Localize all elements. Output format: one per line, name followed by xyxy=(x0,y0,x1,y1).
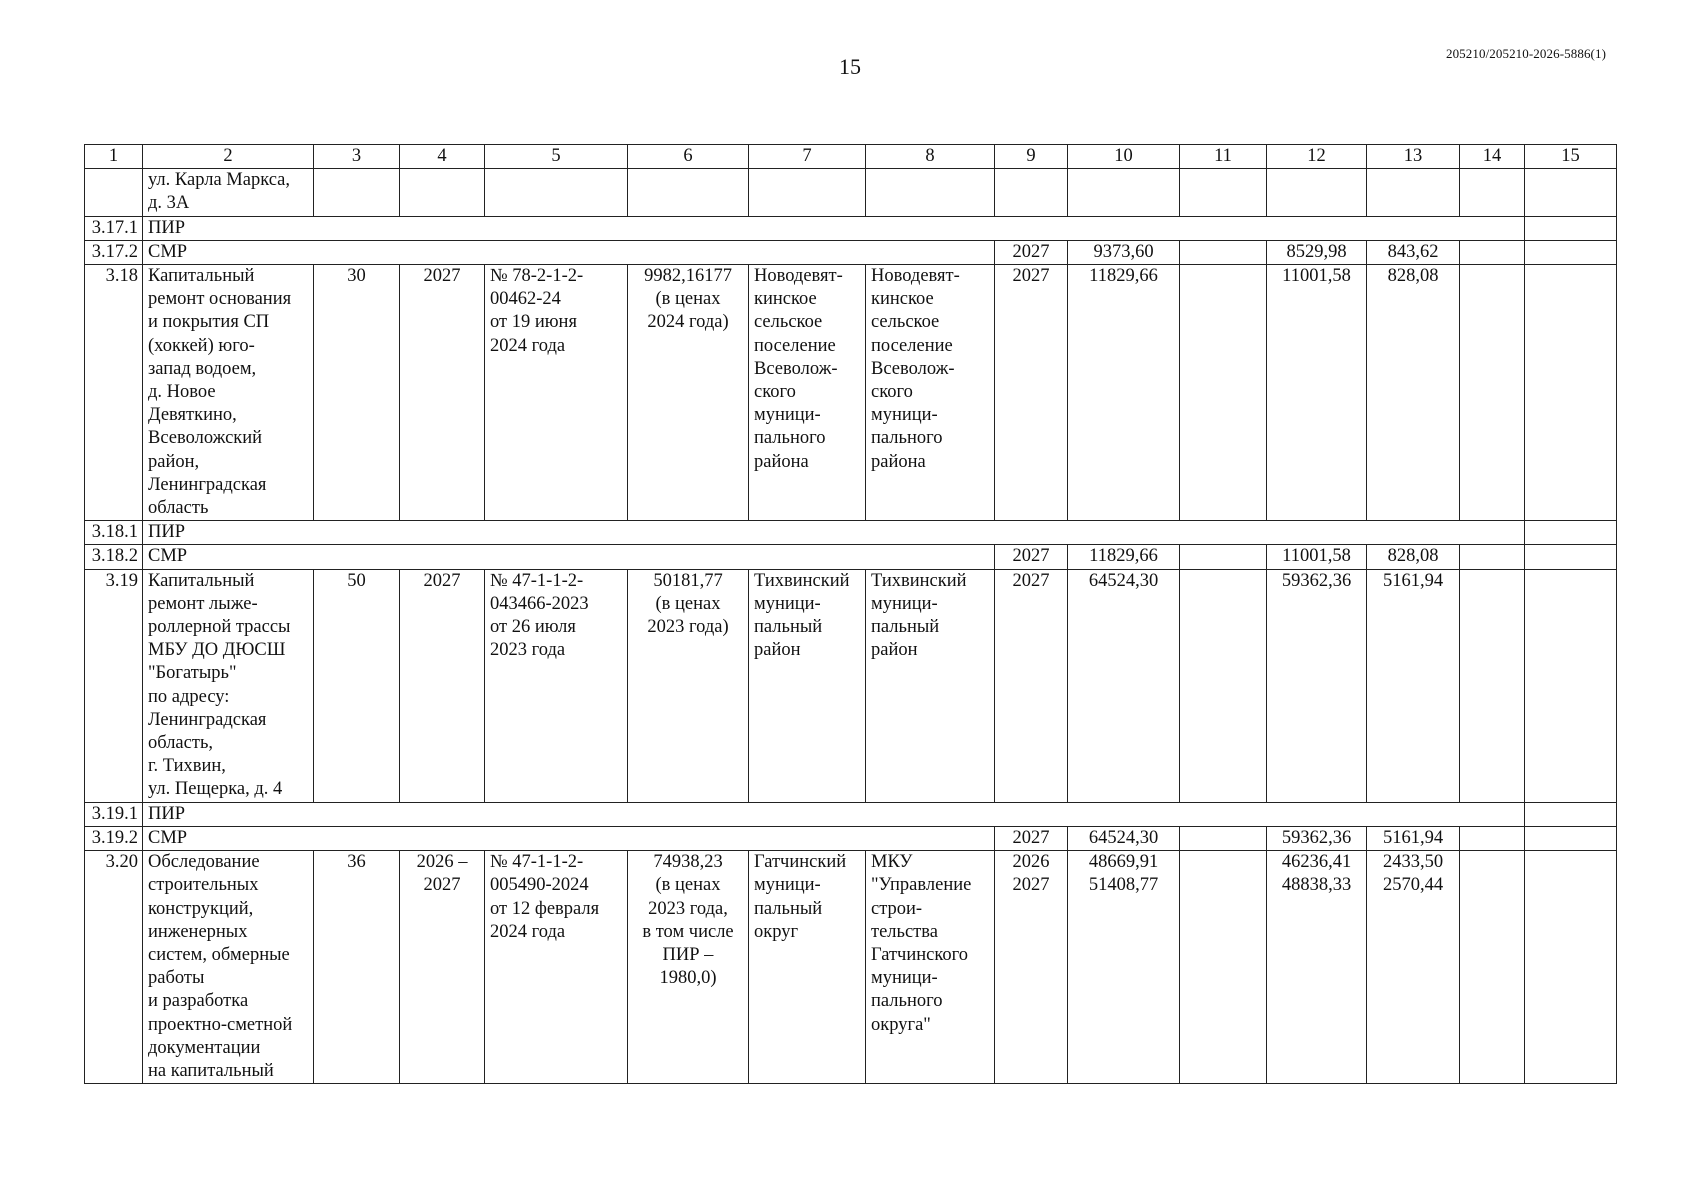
cost-cell: 50181,77 (в ценах 2023 года) xyxy=(628,569,749,802)
recipient-cell: Новодевят- кинское сельское поселение Всеволож- ского муници- пального района xyxy=(749,265,866,521)
row-number: 3.18.2 xyxy=(85,545,143,569)
total-cell: 48669,91 51408,77 xyxy=(1068,851,1180,1084)
object-name-cell: Капитальный ремонт лыже- роллерной трассы МБУ ДО ДЮСШ "Богатырь" по адресу: Ленинградская область, г. Тихвин, ул. Пещерка, д. 4 xyxy=(143,569,314,802)
col-header: 6 xyxy=(628,145,749,169)
text-line: д. 3А xyxy=(148,193,190,214)
col-header: 4 xyxy=(400,145,485,169)
table-row xyxy=(85,826,1617,850)
recipient-cell: Тихвинский муници- пальный район xyxy=(749,569,866,802)
year-cell: 2027 xyxy=(995,569,1068,802)
customer-cell: МКУ "Управление строи- тельства Гатчинского муници- пального округа" xyxy=(866,851,995,1084)
value-cell: 11001,58 xyxy=(1267,545,1367,569)
customer-cell: Тихвинский муници- пальный район xyxy=(866,569,995,802)
total-cell: 64524,30 xyxy=(1068,826,1180,850)
object-name-cell xyxy=(143,169,314,216)
column-number-row xyxy=(85,145,1617,169)
text-line: ул. Карла Маркса, xyxy=(148,170,291,191)
page-number: 15 xyxy=(839,54,861,79)
row-number: 3.17.1 xyxy=(85,216,143,240)
data-table xyxy=(84,144,1617,1084)
row-number: 3.19.2 xyxy=(85,826,143,850)
year-cell: 2027 xyxy=(400,265,485,521)
row-number: 3.19 xyxy=(85,569,143,802)
col-header: 1 xyxy=(85,145,143,169)
object-name-cell: Обследование строительных конструкций, инженерных систем, обмерные работы и разработка проектно-сметной документации на капитальный xyxy=(143,851,314,1084)
col-header: 3 xyxy=(314,145,400,169)
value-cell: 828,08 xyxy=(1367,265,1460,521)
value-cell: 5161,94 xyxy=(1367,826,1460,850)
capacity-cell: 50 xyxy=(314,569,400,802)
cost-cell: 74938,23 (в ценах 2023 года, в том числе ПИР – 1980,0) xyxy=(628,851,749,1084)
table-row xyxy=(85,545,1617,569)
col-header: 2 xyxy=(143,145,314,169)
col-header: 11 xyxy=(1180,145,1267,169)
row-number: 3.17.2 xyxy=(85,240,143,264)
total-cell: 64524,30 xyxy=(1068,569,1180,802)
capacity-cell: 30 xyxy=(314,265,400,521)
value-cell: 828,08 xyxy=(1367,545,1460,569)
value-cell: 5161,94 xyxy=(1367,569,1460,802)
row-number: 3.18.1 xyxy=(85,521,143,545)
col-header: 9 xyxy=(995,145,1068,169)
table-row xyxy=(85,265,1617,521)
expertise-cell: № 47-1-1-2- 005490-2024 от 12 февраля 2024 года xyxy=(485,851,628,1084)
col-header: 13 xyxy=(1367,145,1460,169)
stage-label: СМР xyxy=(143,545,995,569)
customer-cell: Новодевят- кинское сельское поселение Всеволож- ского муници- пального района xyxy=(866,265,995,521)
recipient-cell: Гатчинский муници- пальный округ xyxy=(749,851,866,1084)
total-cell: 11829,66 xyxy=(1068,545,1180,569)
value-cell: 2433,50 2570,44 xyxy=(1367,851,1460,1084)
year-cell: 2027 xyxy=(995,826,1068,850)
col-header: 15 xyxy=(1525,145,1617,169)
expertise-cell: № 47-1-1-2- 043466-2023 от 26 июля 2023 года xyxy=(485,569,628,802)
table-row xyxy=(85,851,1617,1084)
capacity-cell: 36 xyxy=(314,851,400,1084)
stage-label: ПИР xyxy=(143,216,1525,240)
year-cell: 2027 xyxy=(995,265,1068,521)
total-cell: 11829,66 xyxy=(1068,265,1180,521)
col-header: 8 xyxy=(866,145,995,169)
year-cell: 2026 2027 xyxy=(995,851,1068,1084)
table-row xyxy=(85,569,1617,802)
stage-label: СМР xyxy=(143,240,995,264)
stage-label: СМР xyxy=(143,826,995,850)
year-cell: 2026 – 2027 xyxy=(400,851,485,1084)
year-cell: 2027 xyxy=(400,569,485,802)
value-cell: 11001,58 xyxy=(1267,265,1367,521)
object-name-cell: Капитальный ремонт основания и покрытия СП (хоккей) юго- запад водоем, д. Новое Девяткино, Всеволожский район, Ленинградская область xyxy=(143,265,314,521)
col-header: 14 xyxy=(1460,145,1525,169)
table-row xyxy=(85,169,1617,216)
value-cell: 59362,36 xyxy=(1267,826,1367,850)
document-code: 205210/205210-2026-5886(1) xyxy=(1445,46,1606,61)
col-header: 12 xyxy=(1267,145,1367,169)
cost-cell: 9982,16177 (в ценах 2024 года) xyxy=(628,265,749,521)
table-row xyxy=(85,521,1617,545)
value-cell: 843,62 xyxy=(1367,240,1460,264)
value-cell: 8529,98 xyxy=(1267,240,1367,264)
stage-label: ПИР xyxy=(143,521,1525,545)
value-cell: 46236,41 48838,33 xyxy=(1267,851,1367,1084)
value-cell: 59362,36 xyxy=(1267,569,1367,802)
table-row xyxy=(85,216,1617,240)
col-header: 7 xyxy=(749,145,866,169)
stage-label: ПИР xyxy=(143,802,1525,826)
col-header: 10 xyxy=(1068,145,1180,169)
row-number: 3.18 xyxy=(85,265,143,521)
table-row xyxy=(85,240,1617,264)
row-number: 3.19.1 xyxy=(85,802,143,826)
table-row xyxy=(85,802,1617,826)
total-cell: 9373,60 xyxy=(1068,240,1180,264)
expertise-cell: № 78-2-1-2- 00462-24 от 19 июня 2024 года xyxy=(485,265,628,521)
year-cell: 2027 xyxy=(995,240,1068,264)
col-header: 5 xyxy=(485,145,628,169)
row-number: 3.20 xyxy=(85,851,143,1084)
year-cell: 2027 xyxy=(995,545,1068,569)
